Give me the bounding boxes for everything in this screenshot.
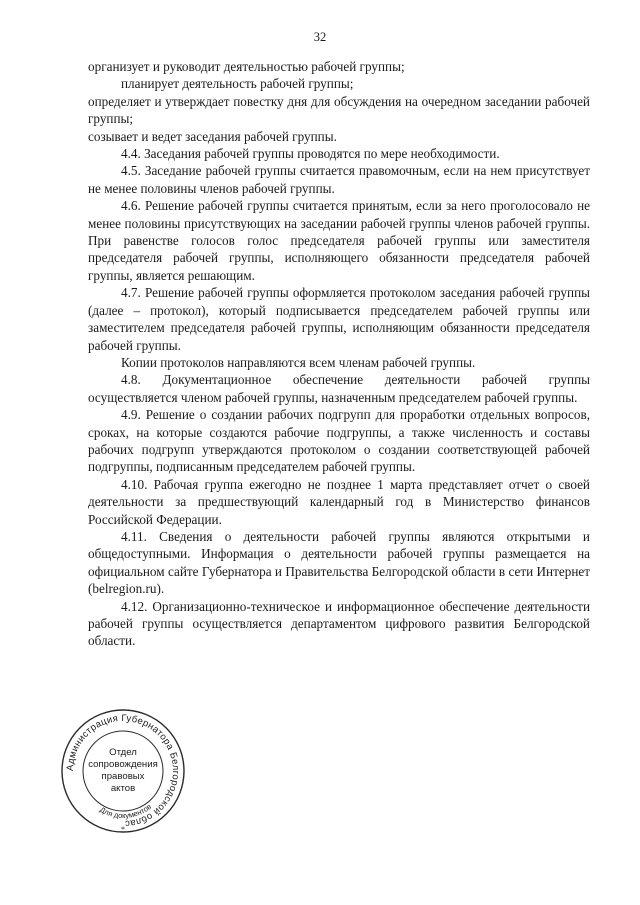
paragraph: 4.11. Сведения о деятельности рабочей группы являются открытыми и общедоступными. Информация о деятельности рабочей группы размещается на официальном сайте Губернатора и Правительства Белгородской области в сети Интернет (belregion.ru). bbox=[88, 528, 590, 597]
stamp-line: Отдел bbox=[109, 747, 137, 758]
paragraph: определяет и утверждает повестку дня для обсуждения на очередном заседании рабочей группы; bbox=[88, 93, 590, 127]
document-body bbox=[88, 58, 590, 650]
page-number: 32 bbox=[313, 30, 327, 44]
paragraph: 4.4. Заседания рабочей группы проводятся по мере необходимости. bbox=[121, 146, 500, 162]
paragraph: 4.5. Заседание рабочей группы считается правомочным, если на нем присутствует не менее половины членов рабочей группы. bbox=[88, 163, 590, 196]
official-stamp bbox=[58, 706, 188, 836]
paragraph: 4.9. Решение о создании рабочих подгрупп для проработки отдельных вопросов, сроках, на которые создаются рабочие подгруппы, а также численность и составы рабочих подгрупп утверждаются протоколом о создании соответствующей рабочей подгруппы, подписанным председателем рабочей группы. bbox=[88, 407, 590, 475]
paragraph: 4.6. Решение рабочей группы считается принятым, если за него проголосовало не менее половины присутствующих на заседании рабочей группы членов рабочей группы. При равенстве голосов голос председателя рабочей группы или заместителя председателя рабочей группы, исполняющего обязанности председателя рабочей группы, является решающим. bbox=[88, 198, 590, 283]
paragraph: 4.7. Решение рабочей группы оформляется протоколом заседания рабочей группы (далее – протокол), который подписывается председателем рабочей группы или заместителем председателя рабочей группы, исполняющим обязанности председателя рабочей группы. bbox=[88, 285, 590, 353]
stamp-line: правовых bbox=[101, 771, 145, 782]
paragraph: Копии протоколов направляются всем членам рабочей группы. bbox=[121, 354, 476, 370]
paragraph: созывает и ведет заседания рабочей группы. bbox=[88, 128, 337, 144]
stamp-line: сопровождения bbox=[88, 759, 158, 770]
paragraph: планирует деятельность рабочей группы; bbox=[121, 76, 354, 92]
paragraph: организует и руководит деятельностью рабочей группы; bbox=[88, 59, 405, 74]
stamp-bottom-text: Для документов bbox=[98, 802, 154, 821]
stamp-center bbox=[82, 730, 164, 812]
paragraph: 4.10. Рабочая группа ежегодно не позднее 1 марта представляет отчет о своей деятельности за предшествующий календарный год в Министерство финансов Российской Федерации. bbox=[88, 476, 590, 527]
stamp-star-icon: * bbox=[121, 825, 125, 834]
paragraph: 4.8. Документационное обеспечение деятельности рабочей группы осуществляется членом рабочей группы, назначенным председателем рабочей группы. bbox=[88, 372, 590, 405]
stamp-line: актов bbox=[110, 783, 136, 794]
stamp-outer-text: Администрация Губернатора Белгородской облас bbox=[64, 712, 182, 830]
paragraph: 4.12. Организационно-техническое и информационное обеспечение деятельности рабочей группы осуществляется департаментом цифрового развития Белгородской области. bbox=[88, 598, 590, 649]
